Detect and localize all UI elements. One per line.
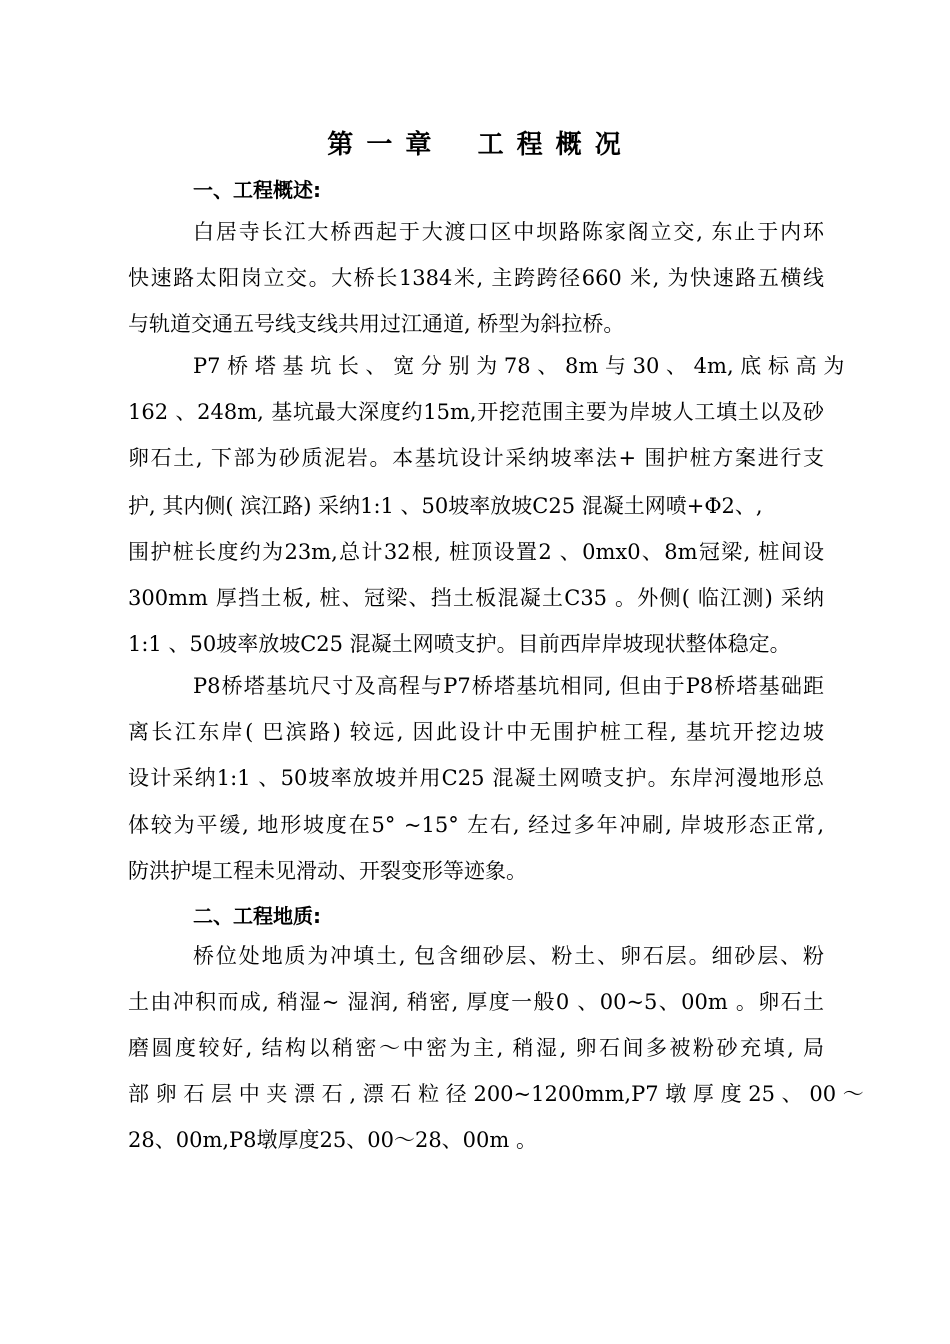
text-line: 部 卵 石 层 中 夹 漂 石 , 漂 石 粒 径 200~1200mm,P7 墩 厚 度 25 、 00 ～ — [128, 1082, 864, 1106]
text-line: 体较为平缓, 地形坡度在5° ~15° 左右, 经过多年冲刷, 岸坡形态正常, — [128, 813, 824, 837]
section-heading-overview: 一、工程概述: — [193, 178, 321, 202]
text-line: 防洪护堤工程未见滑动、开裂变形等迹象。 — [128, 859, 527, 883]
text-line: 300mm 厚挡土板, 桩、冠梁、挡土板混凝土C35 。外侧( 临江测) 采纳 — [128, 586, 824, 610]
text-line: 卵石土, 下部为砂质泥岩。本基坑设计采纳坡率法+ 围护桩方案进行支 — [128, 446, 824, 470]
text-line: 离长江东岸( 巴滨路) 较远, 因此设计中无围护桩工程, 基坑开挖边坡 — [128, 720, 824, 744]
text-line: 1:1 、50坡率放坡C25 混凝土网喷支护。目前西岸岸坡现状整体稳定。 — [128, 632, 791, 656]
text-line: 白居寺长江大桥西起于大渡口区中坝路陈家阁立交, 东止于内环 — [193, 220, 824, 244]
text-line: 护, 其内侧( 滨江路) 采纳1:1 、50坡率放坡C25 混凝土网喷+Φ2、, — [128, 494, 763, 518]
text-line: 磨圆度较好, 结构以稍密～中密为主, 稍湿, 卵石间多被粉砂充填, 局 — [128, 1036, 824, 1060]
text-line: 162 、248m, 基坑最大深度约15m,开挖范围主要为岸坡人工填土以及砂 — [128, 400, 824, 424]
text-line: 28、00m,P8墩厚度25、00～28、00m 。 — [128, 1128, 537, 1152]
text-line: P7 桥 塔 基 坑 长 、 宽 分 别 为 78 、 8m 与 30 、 4m, 底 标 高 为 — [193, 354, 845, 378]
text-line: 快速路太阳岗立交。大桥长1384米, 主跨跨径660 米, 为快速路五横线 — [128, 266, 824, 290]
chapter-title: 第 一 章 工 程 概 况 — [327, 130, 623, 160]
text-line: 土由冲积而成, 稍湿~ 湿润, 稍密, 厚度一般0 、00~5、00m 。卵石土 — [128, 990, 824, 1014]
text-line: P8桥塔基坑尺寸及高程与P7桥塔基坑相同, 但由于P8桥塔基础距 — [193, 674, 824, 698]
text-line: 桥位处地质为冲填土, 包含细砂层、粉土、卵石层。细砂层、粉 — [193, 944, 824, 968]
text-line: 设计采纳1:1 、50坡率放坡并用C25 混凝土网喷支护。东岸河漫地形总 — [128, 766, 824, 790]
section-heading-geology: 二、工程地质: — [193, 904, 321, 928]
text-line: 围护桩长度约为23m,总计32根, 桩顶设置2 、0mx0、8m冠梁, 桩间设 — [128, 540, 824, 564]
text-line: 与轨道交通五号线支线共用过江通道, 桥型为斜拉桥。 — [128, 312, 625, 336]
